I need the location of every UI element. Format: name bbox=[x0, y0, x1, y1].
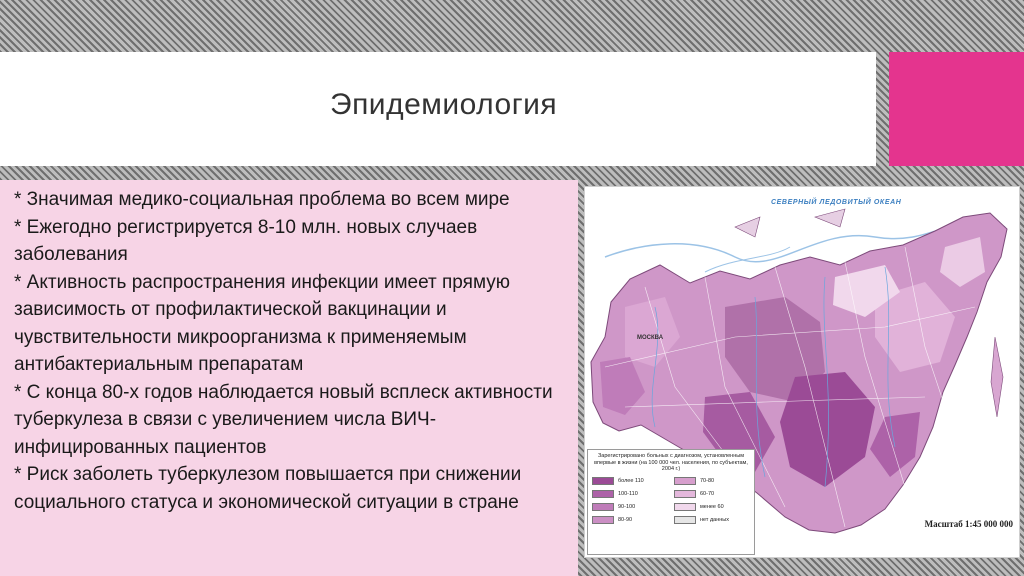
legend-swatch bbox=[592, 477, 614, 485]
bullet-list bbox=[0, 180, 578, 576]
legend-swatch bbox=[592, 516, 614, 524]
legend-item bbox=[674, 503, 750, 511]
bullet-item: * С конца 80-х годов наблюдается новый всплеск активности туберкулеза в связи с увеличением числа ВИЧ-инфицированных пациентов bbox=[14, 381, 553, 458]
bullet-item: * Значимая медико-социальная проблема во всем мире bbox=[14, 189, 510, 210]
legend-item bbox=[674, 477, 750, 485]
legend-label: 100-110 bbox=[618, 490, 638, 497]
legend-swatch bbox=[592, 490, 614, 498]
legend-swatch bbox=[674, 516, 696, 524]
tuberculosis-map bbox=[584, 186, 1020, 558]
legend-item bbox=[592, 503, 668, 511]
legend-label: более 110 bbox=[618, 477, 644, 484]
legend-item bbox=[592, 516, 668, 524]
accent-block bbox=[889, 52, 1024, 166]
legend-label: 60-70 bbox=[700, 490, 715, 497]
legend-swatch bbox=[592, 503, 614, 511]
map-scale: Масштаб 1:45 000 000 bbox=[924, 519, 1013, 529]
legend-swatch bbox=[674, 503, 696, 511]
slide-title: Эпидемиология bbox=[330, 88, 558, 121]
bullet-item: * Ежегодно регистрируется 8-10 млн. новых случаев заболевания bbox=[14, 216, 478, 265]
legend-label: 90-100 bbox=[618, 503, 636, 510]
bullet-item: * Активность распространения инфекции имеет прямую зависимость от профилактической вакцинации и чувствительности микроорганизма к применяемым антибактериальным препаратам bbox=[14, 271, 510, 375]
map-legend bbox=[587, 449, 755, 555]
bullet-item: * Риск заболеть туберкулезом повышается при снижении социального статуса и экономической ситуации в стране bbox=[14, 464, 522, 513]
legend-label: менее 60 bbox=[700, 503, 724, 510]
legend-item bbox=[592, 490, 668, 498]
legend-item bbox=[674, 490, 750, 498]
legend-label: нет данных bbox=[700, 516, 730, 523]
legend-item bbox=[674, 516, 750, 524]
city-label: МОСКВА bbox=[637, 335, 664, 341]
legend-swatch bbox=[674, 490, 696, 498]
legend-title: Зарегистрировано больных с диагнозом, установленным впервые в жизни (на 100 000 чел. населения, по субъектам, 2004 г.) bbox=[594, 453, 748, 472]
legend-label: 70-80 bbox=[700, 477, 715, 484]
legend-swatch bbox=[674, 477, 696, 485]
legend-label: 80-90 bbox=[618, 516, 633, 523]
ocean-label: СЕВЕРНЫЙ ЛЕДОВИТЫЙ ОКЕАН bbox=[771, 199, 902, 206]
legend-item bbox=[592, 477, 668, 485]
